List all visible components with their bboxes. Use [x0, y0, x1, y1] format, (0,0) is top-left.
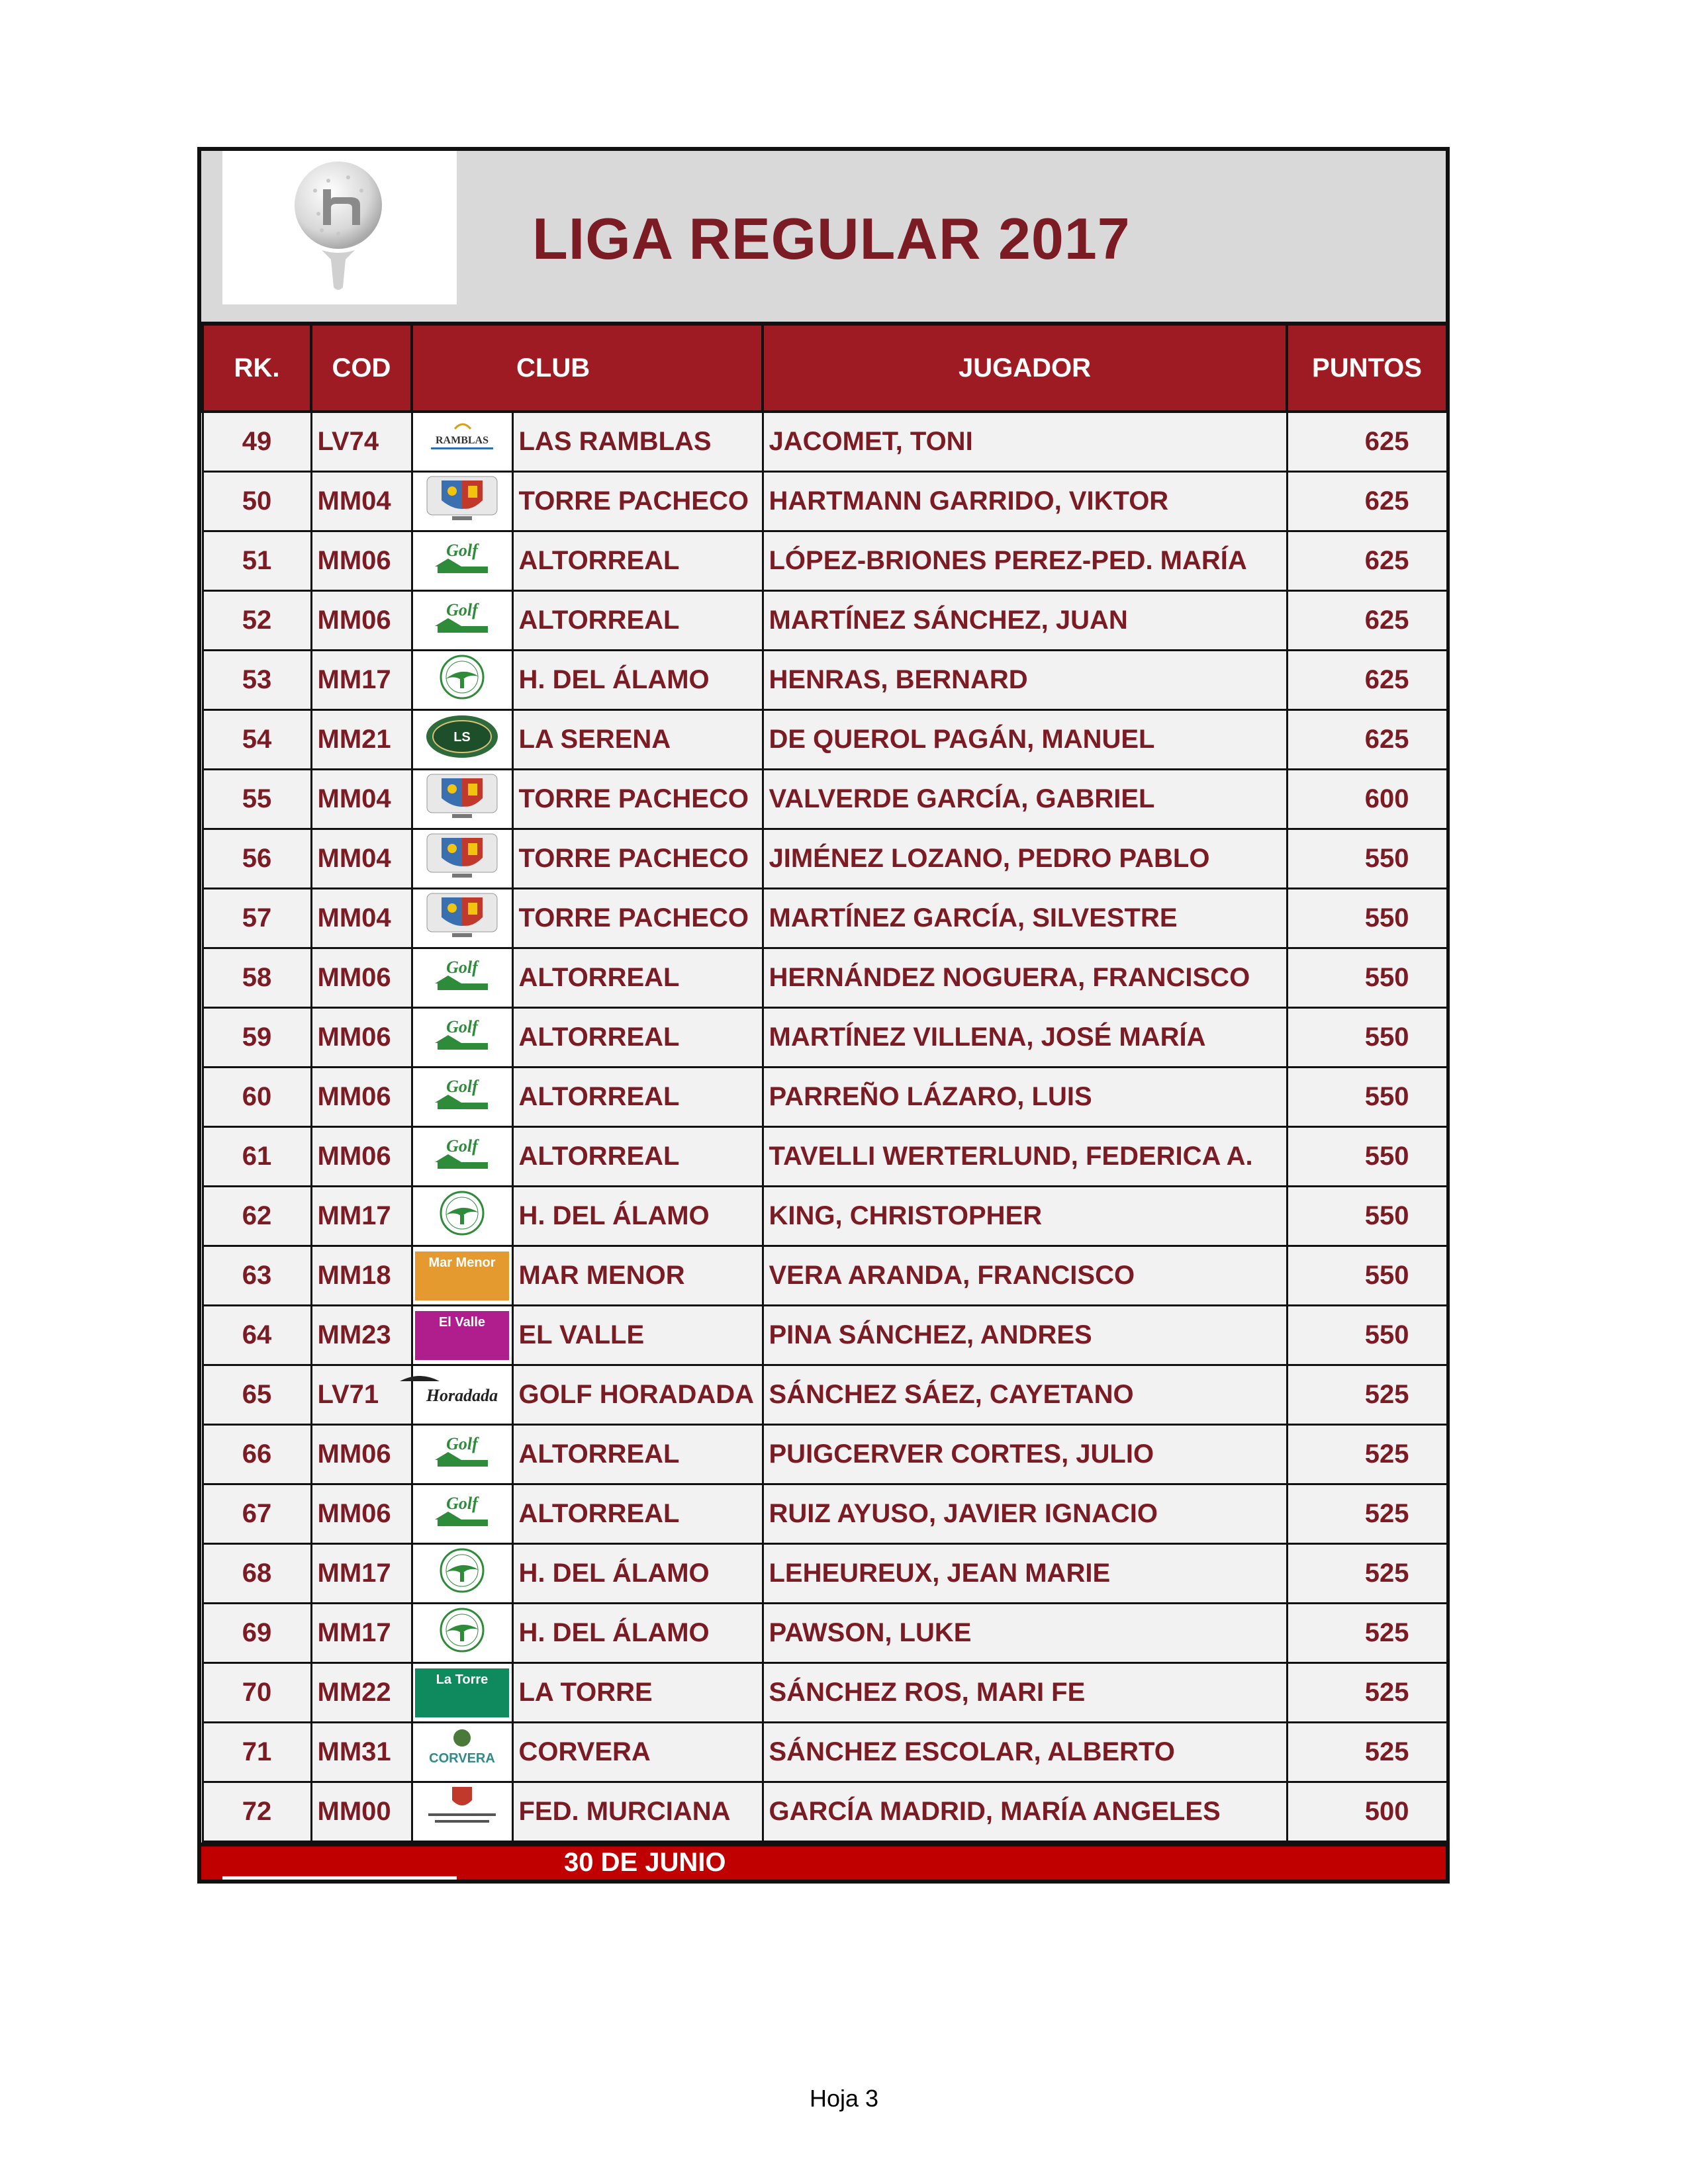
rank-cell: 72	[203, 1782, 311, 1842]
code-cell: MM17	[311, 651, 412, 710]
ranking-table	[201, 326, 1448, 1843]
table-row	[203, 1723, 1447, 1782]
club-cell: ALTORREAL	[512, 1127, 763, 1187]
code-cell: MM06	[311, 1425, 412, 1484]
player-cell: VALVERDE GARCÍA, GABRIEL	[763, 770, 1287, 829]
table-row	[203, 710, 1447, 770]
alamo-logo	[412, 1604, 512, 1663]
points-cell: 525	[1287, 1425, 1447, 1484]
table-row	[203, 889, 1447, 948]
code-cell: MM22	[311, 1663, 412, 1723]
code-cell: LV74	[311, 412, 412, 472]
rank-cell: 53	[203, 651, 311, 710]
table-row	[203, 1484, 1447, 1544]
code-cell: MM17	[311, 1604, 412, 1663]
rambles-logo	[412, 412, 512, 472]
points-cell: 500	[1287, 1782, 1447, 1842]
points-cell: 625	[1287, 472, 1447, 531]
club-cell: ALTORREAL	[512, 1068, 763, 1127]
rank-cell: 66	[203, 1425, 311, 1484]
torre-pacheco-shield	[412, 829, 512, 889]
club-cell: TORRE PACHECO	[512, 770, 763, 829]
page-label: Hoja 3	[809, 2085, 879, 2112]
corvera-logo: CORVERA	[412, 1723, 512, 1782]
svg-text:Golf: Golf	[446, 540, 478, 560]
horadada-logo: Horadada	[412, 1365, 512, 1425]
altorreal-logo	[412, 531, 512, 591]
rank-cell: 49	[203, 412, 311, 472]
table-row	[203, 1544, 1447, 1604]
rank-cell: 50	[203, 472, 311, 531]
torre-pacheco-shield	[412, 889, 512, 948]
code-cell: MM21	[311, 710, 412, 770]
club-cell: H. DEL ÁLAMO	[512, 1187, 763, 1246]
altorreal-logo	[412, 591, 512, 651]
points-cell: 550	[1287, 948, 1447, 1008]
club-cell: TORRE PACHECO	[512, 829, 763, 889]
alamo-logo	[412, 1544, 512, 1604]
table-row	[203, 1663, 1447, 1723]
club-cell: TORRE PACHECO	[512, 889, 763, 948]
table-row	[203, 1008, 1447, 1068]
player-cell: PAWSON, LUKE	[763, 1604, 1287, 1663]
player-cell: SÁNCHEZ ESCOLAR, ALBERTO	[763, 1723, 1287, 1782]
alamo-logo	[412, 1187, 512, 1246]
rank-cell: 54	[203, 710, 311, 770]
header-band	[201, 151, 1446, 326]
rank-cell: 68	[203, 1544, 311, 1604]
table-row	[203, 591, 1447, 651]
points-cell: 550	[1287, 1008, 1447, 1068]
player-cell: KING, CHRISTOPHER	[763, 1187, 1287, 1246]
footer-date: 30 DE JUNIO	[564, 1848, 726, 1877]
points-cell: 525	[1287, 1365, 1447, 1425]
player-cell: VERA ARANDA, FRANCISCO	[763, 1246, 1287, 1306]
rank-cell: 60	[203, 1068, 311, 1127]
player-cell: SÁNCHEZ SÁEZ, CAYETANO	[763, 1365, 1287, 1425]
altorreal-logo	[412, 948, 512, 1008]
code-cell: MM06	[311, 948, 412, 1008]
points-cell: 550	[1287, 889, 1447, 948]
code-cell: MM06	[311, 1484, 412, 1544]
points-cell: 525	[1287, 1723, 1447, 1782]
club-cell: CORVERA	[512, 1723, 763, 1782]
code-cell: MM06	[311, 591, 412, 651]
club-cell: ALTORREAL	[512, 531, 763, 591]
player-cell: DE QUEROL PAGÁN, MANUEL	[763, 710, 1287, 770]
rank-cell: 51	[203, 531, 311, 591]
altorreal-logo	[412, 1068, 512, 1127]
svg-text:LS: LS	[453, 729, 471, 745]
points-cell: 625	[1287, 531, 1447, 591]
rank-cell: 69	[203, 1604, 311, 1663]
table-row	[203, 1306, 1447, 1365]
club-cell: FED. MURCIANA	[512, 1782, 763, 1842]
club-cell: ALTORREAL	[512, 1008, 763, 1068]
table-row	[203, 472, 1447, 531]
player-cell: PINA SÁNCHEZ, ANDRES	[763, 1306, 1287, 1365]
altorreal-logo	[412, 1127, 512, 1187]
player-cell: LEHEUREUX, JEAN MARIE	[763, 1544, 1287, 1604]
table-row	[203, 1425, 1447, 1484]
ranking-rows	[203, 412, 1447, 1842]
la-torre-logo: La Torre	[412, 1663, 512, 1723]
player-cell: RUIZ AYUSO, JAVIER IGNACIO	[763, 1484, 1287, 1544]
mar-menor-logo: Mar Menor	[412, 1246, 512, 1306]
rank-cell: 67	[203, 1484, 311, 1544]
player-cell: HARTMANN GARRIDO, VIKTOR	[763, 472, 1287, 531]
table-row	[203, 770, 1447, 829]
code-cell: MM18	[311, 1246, 412, 1306]
code-cell: MM17	[311, 1187, 412, 1246]
svg-text:Golf: Golf	[446, 1017, 478, 1036]
points-cell: 625	[1287, 412, 1447, 472]
points-cell: 550	[1287, 829, 1447, 889]
code-cell: MM06	[311, 1008, 412, 1068]
club-cell: TORRE PACHECO	[512, 472, 763, 531]
code-cell: MM06	[311, 1068, 412, 1127]
player-cell: TAVELLI WERTERLUND, FEDERICA A.	[763, 1127, 1287, 1187]
player-cell: SÁNCHEZ ROS, MARI FE	[763, 1663, 1287, 1723]
svg-text:Golf: Golf	[446, 600, 478, 619]
club-cell: ALTORREAL	[512, 948, 763, 1008]
rank-cell: 61	[203, 1127, 311, 1187]
alamo-logo	[412, 651, 512, 710]
code-cell: MM23	[311, 1306, 412, 1365]
rank-cell: 65	[203, 1365, 311, 1425]
rank-cell: 56	[203, 829, 311, 889]
player-cell: PARREÑO LÁZARO, LUIS	[763, 1068, 1287, 1127]
column-header-club: CLUB	[412, 326, 763, 412]
player-cell: MARTÍNEZ VILLENA, JOSÉ MARÍA	[763, 1008, 1287, 1068]
table-row	[203, 1365, 1447, 1425]
svg-text:Golf: Golf	[446, 1433, 478, 1453]
points-cell: 525	[1287, 1544, 1447, 1604]
code-cell: MM04	[311, 829, 412, 889]
rank-cell: 58	[203, 948, 311, 1008]
club-cell: ALTORREAL	[512, 591, 763, 651]
page-title: LIGA REGULAR 2017	[532, 206, 1131, 271]
club-cell: H. DEL ÁLAMO	[512, 1544, 763, 1604]
rank-cell: 71	[203, 1723, 311, 1782]
rank-cell: 70	[203, 1663, 311, 1723]
torre-pacheco-shield	[412, 472, 512, 531]
code-cell: LV71	[311, 1365, 412, 1425]
points-cell: 550	[1287, 1127, 1447, 1187]
code-cell: MM31	[311, 1723, 412, 1782]
footer-white-strip	[222, 1876, 457, 1880]
el-valle-logo: El Valle	[412, 1306, 512, 1365]
code-cell: MM04	[311, 770, 412, 829]
table-row	[203, 829, 1447, 889]
rank-cell: 59	[203, 1008, 311, 1068]
player-cell: JACOMET, TONI	[763, 412, 1287, 472]
points-cell: 525	[1287, 1604, 1447, 1663]
player-cell: MARTÍNEZ GARCÍA, SILVESTRE	[763, 889, 1287, 948]
club-cell: ALTORREAL	[512, 1425, 763, 1484]
points-cell: 625	[1287, 651, 1447, 710]
table-row	[203, 1782, 1447, 1842]
torre-pacheco-shield	[412, 770, 512, 829]
table-row	[203, 651, 1447, 710]
altorreal-logo	[412, 1484, 512, 1544]
serena-logo	[412, 710, 512, 770]
points-cell: 550	[1287, 1068, 1447, 1127]
club-cell: GOLF HORADADA	[512, 1365, 763, 1425]
club-cell: LA TORRE	[512, 1663, 763, 1723]
table-row	[203, 1187, 1447, 1246]
player-cell: HENRAS, BERNARD	[763, 651, 1287, 710]
player-cell: HERNÁNDEZ NOGUERA, FRANCISCO	[763, 948, 1287, 1008]
table-row	[203, 531, 1447, 591]
club-cell: ALTORREAL	[512, 1484, 763, 1544]
points-cell: 550	[1287, 1246, 1447, 1306]
rank-cell: 62	[203, 1187, 311, 1246]
club-cell: MAR MENOR	[512, 1246, 763, 1306]
rank-cell: 57	[203, 889, 311, 948]
ranking-sheet	[197, 147, 1450, 1843]
table-row	[203, 1604, 1447, 1663]
table-row	[203, 948, 1447, 1008]
table-row	[203, 1068, 1447, 1127]
table-header-row	[203, 326, 1447, 412]
player-cell: JIMÉNEZ LOZANO, PEDRO PABLO	[763, 829, 1287, 889]
altorreal-logo	[412, 1008, 512, 1068]
points-cell: 525	[1287, 1484, 1447, 1544]
svg-text:Golf: Golf	[446, 1136, 478, 1156]
table-row	[203, 412, 1447, 472]
table-row	[203, 1246, 1447, 1306]
points-cell: 525	[1287, 1663, 1447, 1723]
code-cell: MM06	[311, 531, 412, 591]
altorreal-logo	[412, 1425, 512, 1484]
club-cell: H. DEL ÁLAMO	[512, 1604, 763, 1663]
points-cell: 625	[1287, 591, 1447, 651]
points-cell: 600	[1287, 770, 1447, 829]
points-cell: 550	[1287, 1187, 1447, 1246]
club-cell: LA SERENA	[512, 710, 763, 770]
rank-cell: 64	[203, 1306, 311, 1365]
golf-ball-logo	[222, 151, 457, 304]
svg-text:Golf: Golf	[446, 1076, 478, 1096]
footer-date-bar	[197, 1843, 1450, 1884]
federacion-logo	[412, 1782, 512, 1842]
column-header-puntos: PUNTOS	[1287, 326, 1447, 412]
player-cell: LÓPEZ-BRIONES PEREZ-PED. MARÍA	[763, 531, 1287, 591]
club-cell: LAS RAMBLAS	[512, 412, 763, 472]
code-cell: MM17	[311, 1544, 412, 1604]
player-cell: PUIGCERVER CORTES, JULIO	[763, 1425, 1287, 1484]
player-cell: GARCÍA MADRID, MARÍA ANGELES	[763, 1782, 1287, 1842]
column-header-jugador: JUGADOR	[763, 326, 1287, 412]
svg-text:Golf: Golf	[446, 957, 478, 977]
rank-cell: 52	[203, 591, 311, 651]
club-cell: H. DEL ÁLAMO	[512, 651, 763, 710]
points-cell: 625	[1287, 710, 1447, 770]
rank-cell: 55	[203, 770, 311, 829]
table-row	[203, 1127, 1447, 1187]
svg-text:RAMBLAS: RAMBLAS	[435, 434, 489, 446]
code-cell: MM04	[311, 889, 412, 948]
column-header-rk: RK.	[203, 326, 311, 412]
svg-text:Golf: Golf	[446, 1493, 478, 1513]
code-cell: MM00	[311, 1782, 412, 1842]
points-cell: 550	[1287, 1306, 1447, 1365]
column-header-cod: COD	[311, 326, 412, 412]
club-cell: EL VALLE	[512, 1306, 763, 1365]
player-cell: MARTÍNEZ SÁNCHEZ, JUAN	[763, 591, 1287, 651]
code-cell: MM04	[311, 472, 412, 531]
code-cell: MM06	[311, 1127, 412, 1187]
rank-cell: 63	[203, 1246, 311, 1306]
